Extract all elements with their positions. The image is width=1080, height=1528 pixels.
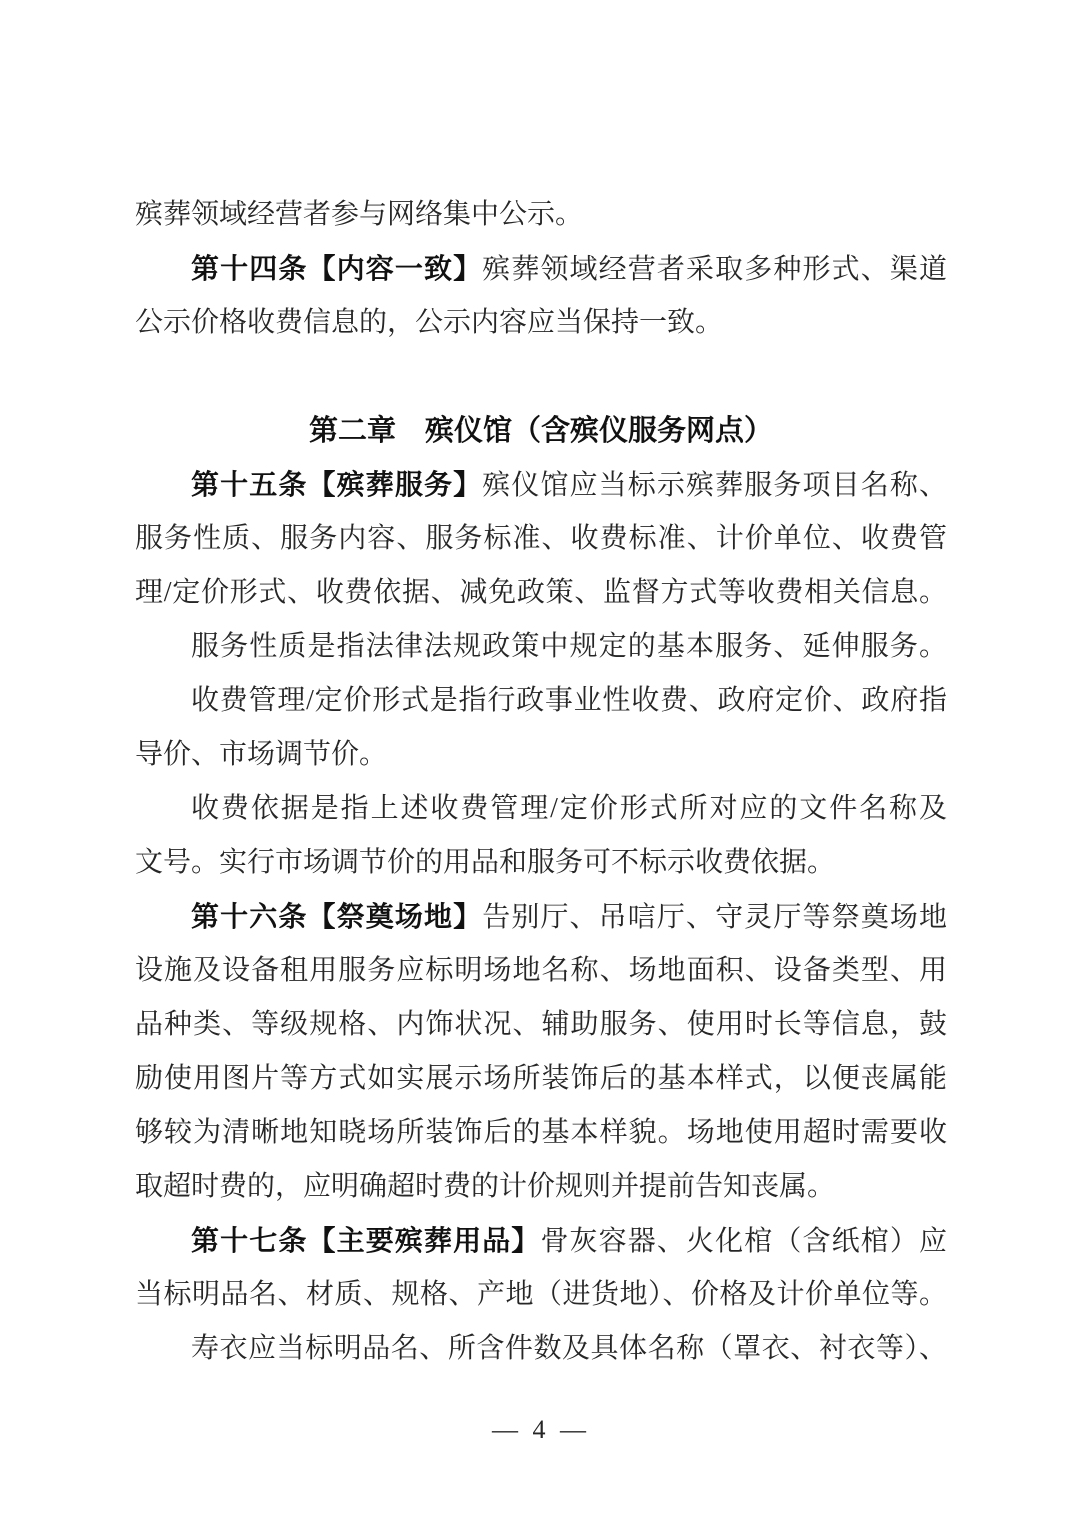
body-line [135, 674, 947, 728]
body-line [135, 944, 947, 998]
body-line [135, 458, 947, 512]
document-body [135, 188, 947, 1457]
body-line [135, 242, 947, 296]
body-line [135, 296, 947, 350]
body-line [135, 782, 947, 836]
body-line [135, 512, 947, 566]
body-text: 文号。实行市场调节价的用品和服务可不标示收费依据。 [135, 847, 836, 878]
body-line [135, 890, 947, 944]
article-title: 第十四条【内容一致】 [191, 253, 483, 284]
body-text: 够较为清晰地知晓场所装饰后的基本样貌。场地使用超时需要收 [135, 1117, 947, 1148]
body-text: 骨灰容器、火化棺（含纸棺）应 [540, 1226, 947, 1257]
body-line [135, 188, 947, 242]
body-line [135, 1052, 947, 1106]
article-title: 第十五条【殡葬服务】 [191, 469, 483, 500]
body-text: 设施及设备租用服务应标明场地名称、场地面积、设备类型、用 [135, 955, 947, 986]
article-title: 第十七条【主要殡葬用品】 [191, 1225, 541, 1256]
body-text: 取超时费的，应明确超时费的计价规则并提前告知丧属。 [135, 1171, 836, 1202]
body-line [135, 566, 947, 620]
body-line [135, 1106, 947, 1160]
body-text: 导价、市场调节价。 [135, 739, 388, 770]
body-text: 公示价格收费信息的，公示内容应当保持一致。 [135, 307, 724, 338]
body-text: 告别厅、吊唁厅、守灵厅等祭奠场地 [482, 902, 947, 933]
body-line [135, 836, 947, 890]
body-line [135, 1214, 947, 1268]
body-text: 寿衣应当标明品名、所含件数及具体名称（罩衣、衬衣等）、 [191, 1333, 947, 1364]
body-line [135, 1160, 947, 1214]
body-text: 殡仪馆应当标示殡葬服务项目名称、 [482, 470, 947, 501]
body-text: 服务性质是指法律法规政策中规定的基本服务、延伸服务。 [191, 631, 947, 662]
body-text: 殡葬领域经营者参与网络集中公示。 [135, 199, 584, 230]
body-text: 收费依据是指上述收费管理/定价形式所对应的文件名称及 [191, 793, 947, 824]
body-line [135, 620, 947, 674]
body-text: 品种类、等级规格、内饰状况、辅助服务、使用时长等信息，鼓 [135, 1009, 947, 1040]
body-line [135, 998, 947, 1052]
article-title: 第十六条【祭奠场地】 [191, 901, 483, 932]
body-line [135, 1322, 947, 1376]
body-text: 理/定价形式、收费依据、减免政策、监督方式等收费相关信息。 [135, 577, 947, 608]
body-line [135, 1268, 947, 1322]
body-text: 励使用图片等方式如实展示场所装饰后的基本样式，以便丧属能 [135, 1063, 947, 1094]
body-text: 当标明品名、材质、规格、产地（进货地）、价格及计价单位等。 [135, 1279, 947, 1310]
chapter-heading: 第二章 殡仪馆（含殡仪服务网点） [308, 415, 773, 447]
page-number: — 4 — [492, 1415, 590, 1444]
body-text: 收费管理/定价形式是指行政事业性收费、政府定价、政府指 [191, 685, 947, 716]
body-line [135, 728, 947, 782]
body-text: 服务性质、服务内容、服务标准、收费标准、计价单位、收费管 [135, 523, 947, 554]
body-text: 殡葬领域经营者采取多种形式、渠道 [482, 254, 947, 285]
